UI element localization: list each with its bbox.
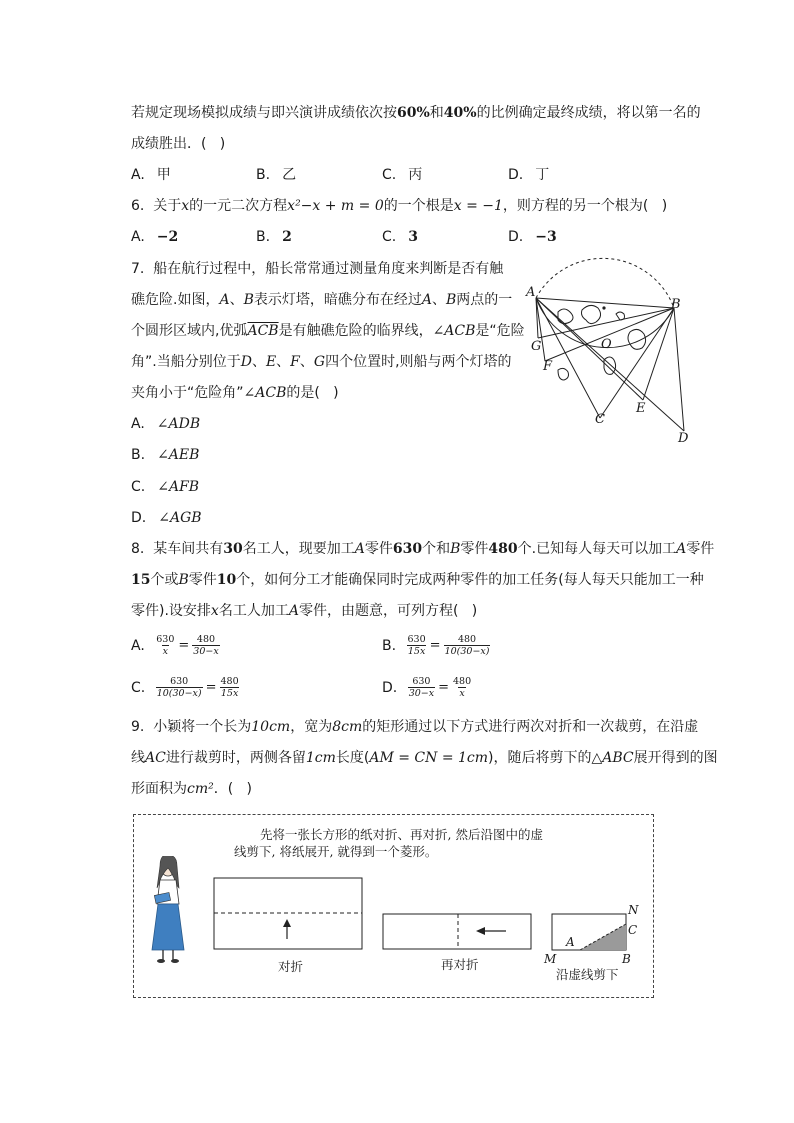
fig-label-a: A bbox=[526, 285, 536, 300]
q5-option-a[interactable]: A. 甲 bbox=[131, 167, 171, 183]
fig-label-c: C bbox=[595, 412, 605, 427]
q5-option-b[interactable]: B. 乙 bbox=[256, 167, 297, 183]
fig-label-b: B bbox=[671, 297, 681, 312]
q8-stem-line1: 8. 某车间共有30名工人，现要加工A零件630个和B零件480个.已知每人每天可以加工A零件 bbox=[131, 541, 715, 557]
step3-label-n: N bbox=[628, 903, 639, 917]
q6-option-c[interactable]: C. 3 bbox=[382, 229, 418, 245]
q8-option-d[interactable]: D. $\frac{630}{30-x}$ = $\frac{480}{x}$ bbox=[382, 676, 472, 699]
q5-text-line1: 若规定现场模拟成绩与即兴演讲成绩依次按60%和40%的比例确定最终成绩，将以第一名的 bbox=[131, 105, 701, 121]
step3-label-m: M bbox=[544, 952, 557, 964]
q7-figure bbox=[518, 250, 700, 450]
woman-illustration bbox=[148, 856, 188, 964]
fig-label-f: F bbox=[543, 359, 553, 374]
step3-label-c: C bbox=[628, 923, 638, 937]
q8-option-a[interactable]: A. $\frac{630}{x}$ = $\frac{480}{30-x}$ bbox=[131, 634, 219, 657]
fig-label-g: G bbox=[531, 339, 542, 354]
q6-option-a[interactable]: A. −2 bbox=[131, 229, 179, 245]
step3-label-a: A bbox=[566, 935, 575, 949]
q7-stem-line4: 角”.当船分别位于D、E、F、G四个位置时,则船与两个灯塔的 bbox=[131, 354, 512, 370]
q7-option-d[interactable]: D. ∠AGB bbox=[131, 510, 202, 526]
q7-stem-line3: 个圆形区域内,优弧$\overline{ACB}$是有触礁危险的临界线，∠ACB是“危险 bbox=[131, 323, 525, 339]
q9-stem-line2: 线AC进行裁剪时，两侧各留1cm长度(AM = CN = 1cm)，随后将剪下的△ABC展开得到的图 bbox=[131, 750, 718, 766]
q7-stem-line2: 礁危险.如图，A、B表示灯塔，暗礁分布在经过A、B两点的一 bbox=[131, 292, 513, 308]
step3-label: 沿虚线剪下 bbox=[556, 967, 619, 982]
step1-label: 对折 bbox=[278, 959, 304, 974]
step3-label-b: B bbox=[622, 952, 631, 964]
fold-step2-diagram bbox=[382, 913, 533, 951]
q9-caption-line2: 线剪下, 将纸展开, 就得到一个菱形。 bbox=[234, 844, 438, 859]
q9-stem-line3: 形面积为cm²．( ) bbox=[131, 781, 253, 797]
fig-label-d: D bbox=[678, 431, 689, 446]
q8-stem-line2: 15个或B零件10个，如何分工才能确保同时完成两种零件的加工任务(每人每天只能加工一种 bbox=[131, 572, 704, 588]
q5-option-d[interactable]: D. 丁 bbox=[508, 167, 550, 183]
q9-caption-line1: 先将一张长方形的纸对折、再对折, 然后沿图中的虚 bbox=[260, 827, 543, 842]
fold-step1-diagram bbox=[213, 877, 364, 951]
q9-stem-line1: 9. 小颖将一个长为10cm，宽为8cm的矩形通过以下方式进行两次对折和一次裁剪，在沿虚 bbox=[131, 719, 699, 735]
step2-label: 再对折 bbox=[441, 957, 479, 972]
q5-text-line2: 成绩胜出．( ) bbox=[131, 136, 226, 152]
q6-option-b[interactable]: B. 2 bbox=[256, 229, 292, 245]
q6-stem: 6. 关于x的一元二次方程x²−x + m = 0的一个根是x = −1，则方程的另一个根为( ) bbox=[131, 198, 668, 214]
q7-stem-line1: 7. 船在航行过程中，船长常常通过测量角度来判断是否有触 bbox=[131, 261, 504, 277]
q8-stem-line3: 零件).设安排x名工人加工A零件，由题意，可列方程( ) bbox=[131, 603, 478, 619]
fig-label-o: O bbox=[601, 337, 612, 352]
q8-option-b[interactable]: B. $\frac{630}{15x}$ = $\frac{480}{10(30-x)}$ bbox=[382, 634, 490, 657]
q7-option-a[interactable]: A. ∠ADB bbox=[131, 416, 201, 432]
q6-option-d[interactable]: D. −3 bbox=[508, 229, 557, 245]
fold-step3-diagram bbox=[540, 902, 646, 964]
q8-option-c[interactable]: C. $\frac{630}{10(30-x)}$ = $\frac{480}{15x}$ bbox=[131, 676, 239, 699]
q5-option-c[interactable]: C. 丙 bbox=[382, 167, 423, 183]
q7-option-b[interactable]: B. ∠AEB bbox=[131, 447, 200, 463]
q7-stem-line5: 夹角小于“危险角”∠ACB的是( ) bbox=[131, 385, 339, 401]
q7-option-c[interactable]: C. ∠AFB bbox=[131, 479, 200, 495]
fig-label-e: E bbox=[636, 401, 646, 416]
